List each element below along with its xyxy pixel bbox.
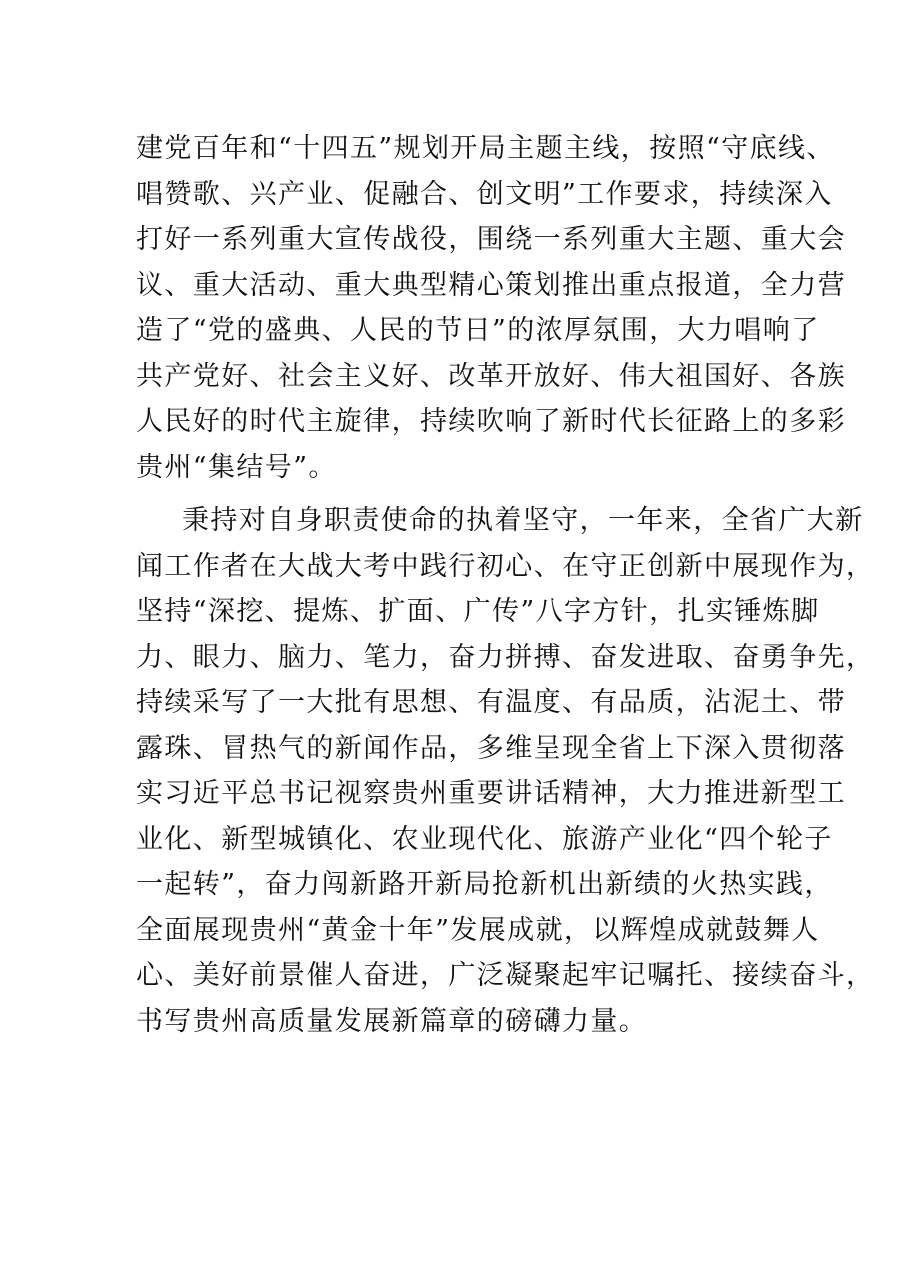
text-line: 实习近平总书记视察贵州重要讲话精神，大力推进新型工 [136,778,846,809]
paragraph-2 [136,498,875,1044]
text-line: 造了“党的盛典、人民的节日”的浓厚氛围，大力唱响了 [136,315,820,346]
paragraph-spacer [136,490,776,498]
text-line: 露珠、冒热气的新闻作品，多维呈现全省上下深入贯彻落 [136,732,846,764]
text-line: 贵州“集结号”。 [136,451,337,483]
text-line: 共产党好、社会主义好、改革开放好、伟大祖国好、各族 [136,360,846,392]
paragraph-1 [136,126,846,490]
text-line: 坚持“深挖、提炼、扩面、广传”八字方针，扎实锤炼脚 [136,596,820,627]
text-line: 业化、新型城镇化、农业现代化、旅游产业化“四个轮子 [136,823,833,855]
text-line: 建党百年和“十四五”规划开局主题主线，按照“守底线、 [136,133,835,164]
text-line: 心、美好前景催人奋进，广泛凝聚起牢记嘱托、接续奋斗， [136,960,875,991]
text-line: 人民好的时代主旋律，持续吹响了新时代长征路上的多彩 [136,406,846,437]
text-line: 打好一系列重大宣传战役，围绕一系列重大主题、重大会 [136,224,846,255]
text-line: 持续采写了一大批有思想、有温度、有品质，沾泥土、带 [136,687,846,718]
text-line: 一起转”，奋力闯新路开新局抢新机出新绩的火热实践， [136,869,833,900]
text-line: 书写贵州高质量发展新篇章的磅礴力量。 [136,1005,648,1037]
text-line: 唱赞歌、兴产业、促融合、创文明”工作要求，持续深入 [136,178,833,210]
text-line: 力、眼力、脑力、笔力，奋力拼搏、奋发进取、奋勇争先， [136,641,875,673]
text-line: 议、重大活动、重大典型精心策划推出重点报道，全力营 [136,269,846,301]
document-body [136,126,875,1044]
text-line: 全面展现贵州“黄金十年”发展成就，以辉煌成就鼓舞人 [136,914,820,946]
text-line: 闻工作者在大战大考中践行初心、在守正创新中展现作为， [136,550,875,582]
text-line: 秉持对自身职责使命的执着坚守，一年来，全省广大新 [182,505,864,536]
